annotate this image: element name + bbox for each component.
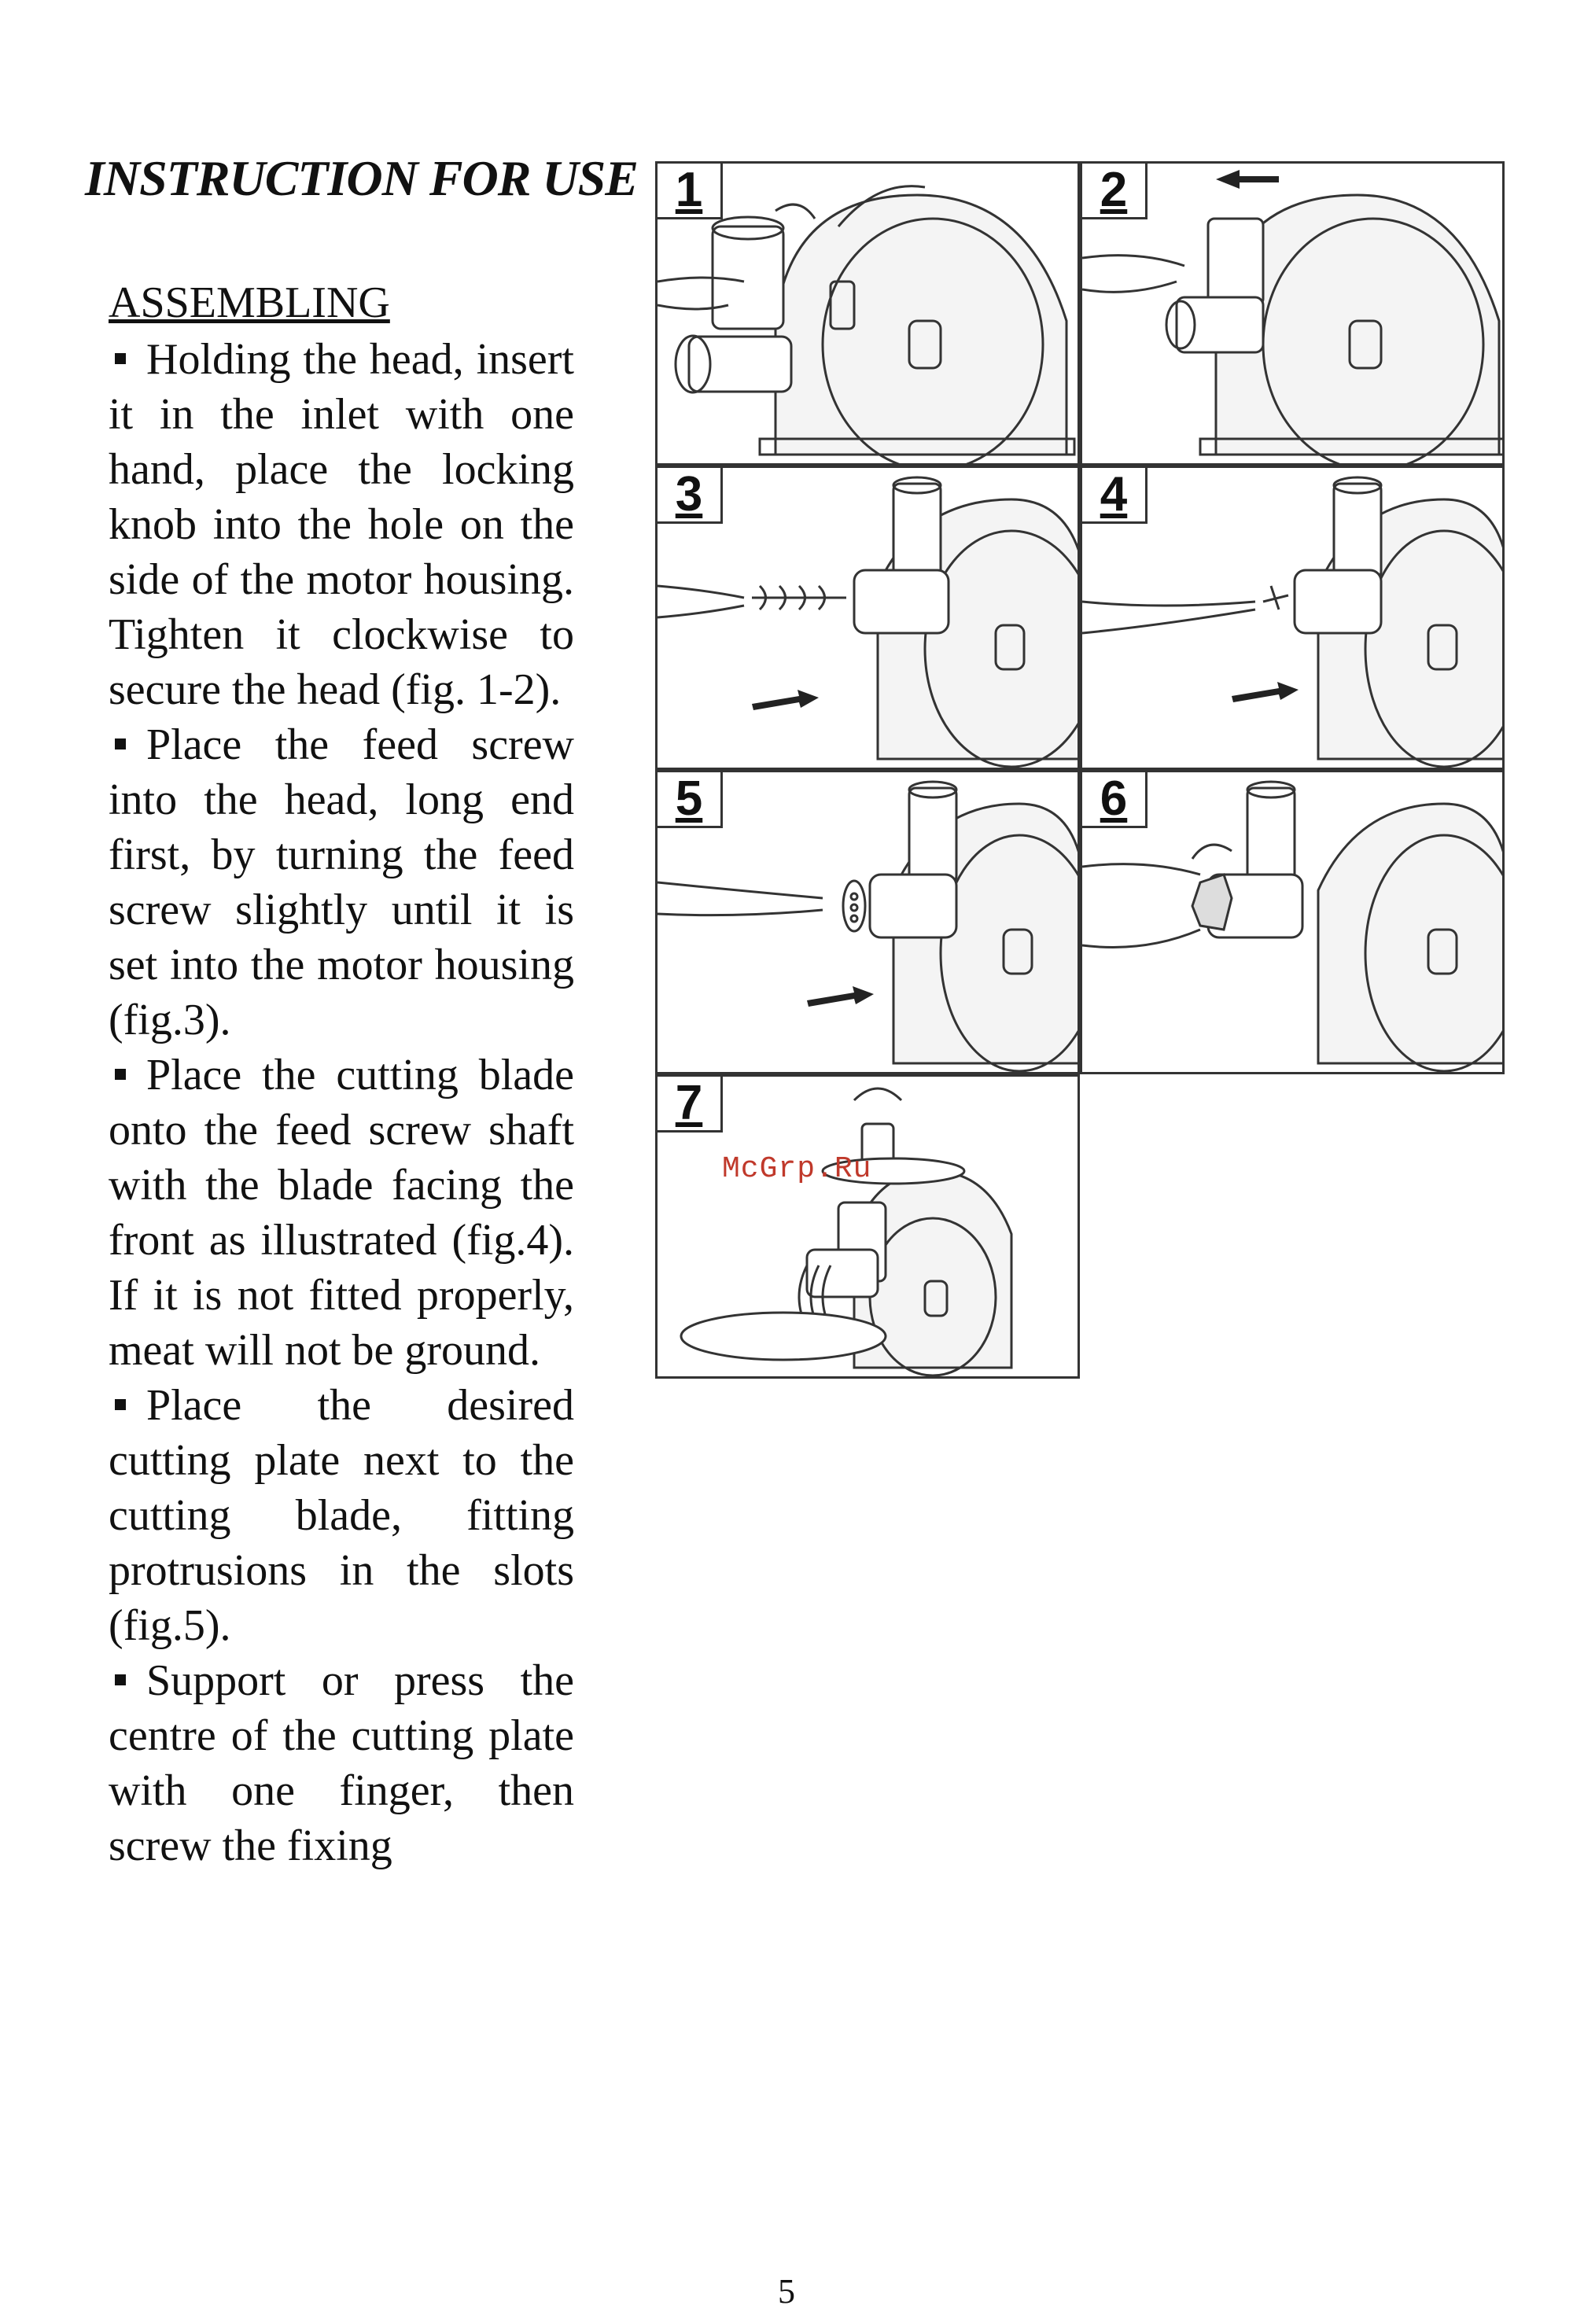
figure-4 xyxy=(1080,466,1505,770)
figure-label: 5 xyxy=(658,772,723,828)
figure-label: 3 xyxy=(658,468,723,524)
section-heading: ASSEMBLING xyxy=(109,278,390,327)
figure-2 xyxy=(1080,161,1505,466)
bullet-icon xyxy=(115,1674,126,1685)
paragraph-1: Holding the head, insert it in the inlet with one hand, place the locking knob into the hole on the side of the motor housing. Tighten it clockwise to secure the head (fig. 1-2). xyxy=(109,335,574,714)
figure-label: 4 xyxy=(1082,468,1148,524)
bullet-icon xyxy=(115,1069,126,1080)
bullet-icon xyxy=(115,738,126,749)
paragraph-3: Place the cutting blade onto the feed screw shaft with the blade facing the front as illustrated (fig.4). If it is not fitted properly, meat will not be ground. xyxy=(109,1051,574,1375)
figure-1 xyxy=(655,161,1080,466)
figure-label: 2 xyxy=(1082,164,1148,219)
page-number: 5 xyxy=(778,2272,795,2311)
paragraph-2: Place the feed screw into the head, long end first, by turning the feed screw slightly until it is set into the motor housing (fig.3). xyxy=(109,720,574,1044)
instructions-column xyxy=(109,275,574,1873)
figure-label: 7 xyxy=(658,1077,723,1133)
figure-grid xyxy=(655,161,1511,1390)
figure-3 xyxy=(655,466,1080,770)
bullet-icon xyxy=(115,353,126,364)
bullet-icon xyxy=(115,1399,126,1410)
page-title: INSTRUCTION FOR USE xyxy=(85,150,638,206)
watermark: McGrp.Ru xyxy=(722,1152,872,1186)
figure-label: 1 xyxy=(658,164,723,219)
figure-7 xyxy=(655,1074,1080,1379)
paragraph-4: Place the desired cutting plate next to the cutting blade, fitting protrusions in the slots (fig.5). xyxy=(109,1381,574,1650)
figure-6 xyxy=(1080,770,1505,1074)
figure-5 xyxy=(655,770,1080,1074)
figure-label: 6 xyxy=(1082,772,1148,828)
paragraph-5: Support or press the centre of the cutting plate with one finger, then screw the fixing xyxy=(109,1656,574,1870)
